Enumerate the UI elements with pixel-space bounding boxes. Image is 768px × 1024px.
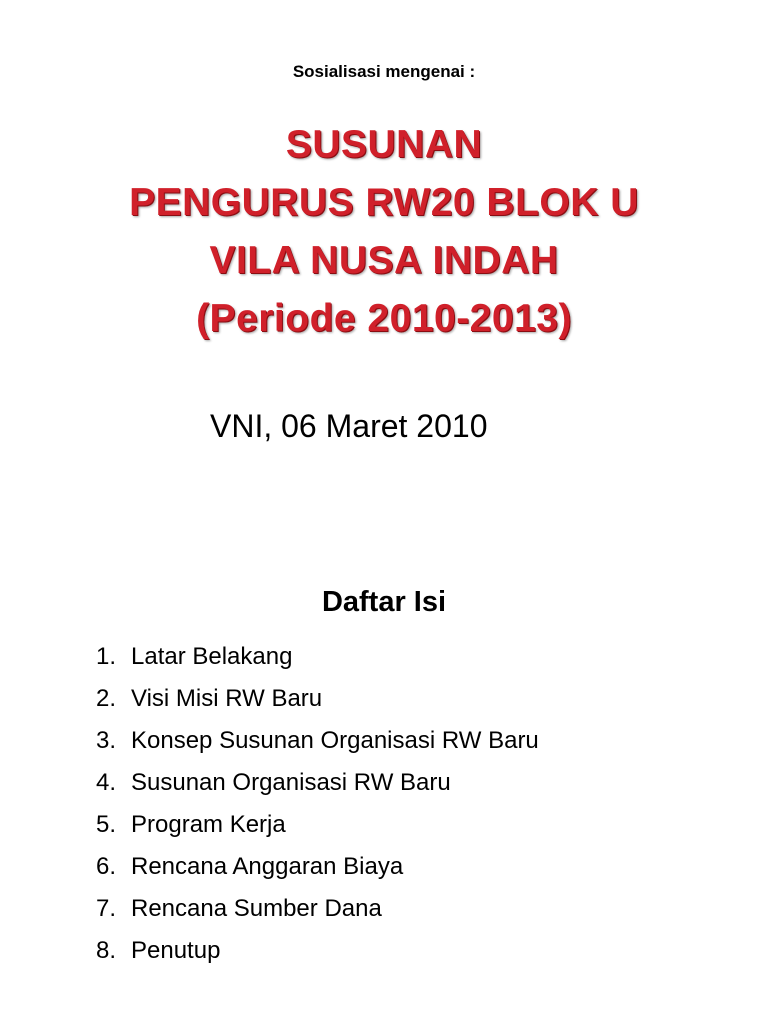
toc-heading: Daftar Isi [321,586,447,618]
title-line: PENGURUS RW20 BLOK U [129,181,639,224]
title-line: SUSUNAN [285,123,483,166]
document-title [0,116,768,348]
toc-item-label: Konsep Susunan Organisasi RW Baru [131,727,539,754]
toc-item-label: Penutup [131,937,221,964]
toc-item [96,679,539,721]
toc-item [96,721,539,763]
toc-item-label: Visi Misi RW Baru [131,685,323,712]
toc-item-number: 2. [96,685,117,712]
toc-item [96,847,539,889]
title-line: VILA NUSA INDAH [209,239,559,282]
document-date: VNI, 06 Maret 2010 [210,408,488,444]
toc-item [96,889,539,931]
toc-item-number: 6. [96,853,117,880]
intro-text: Sosialisasi mengenai : [292,62,476,81]
toc-item-label: Rencana Sumber Dana [131,895,382,922]
title-line: (Periode 2010-2013) [196,297,572,340]
toc-item [96,805,539,847]
toc-item [96,931,539,973]
toc-item-number: 5. [96,811,117,838]
toc-item-label: Susunan Organisasi RW Baru [131,769,451,796]
toc-list [96,637,539,973]
toc-item [96,763,539,805]
toc-item-number: 8. [96,937,117,964]
toc-item-number: 4. [96,769,117,796]
toc-item-label: Latar Belakang [131,643,293,670]
toc-item-number: 1. [96,643,117,670]
toc-item-number: 7. [96,895,117,922]
toc-item-number: 3. [96,727,117,754]
toc-item-label: Program Kerja [131,811,286,838]
toc-item [96,637,539,679]
toc-item-label: Rencana Anggaran Biaya [131,853,404,880]
